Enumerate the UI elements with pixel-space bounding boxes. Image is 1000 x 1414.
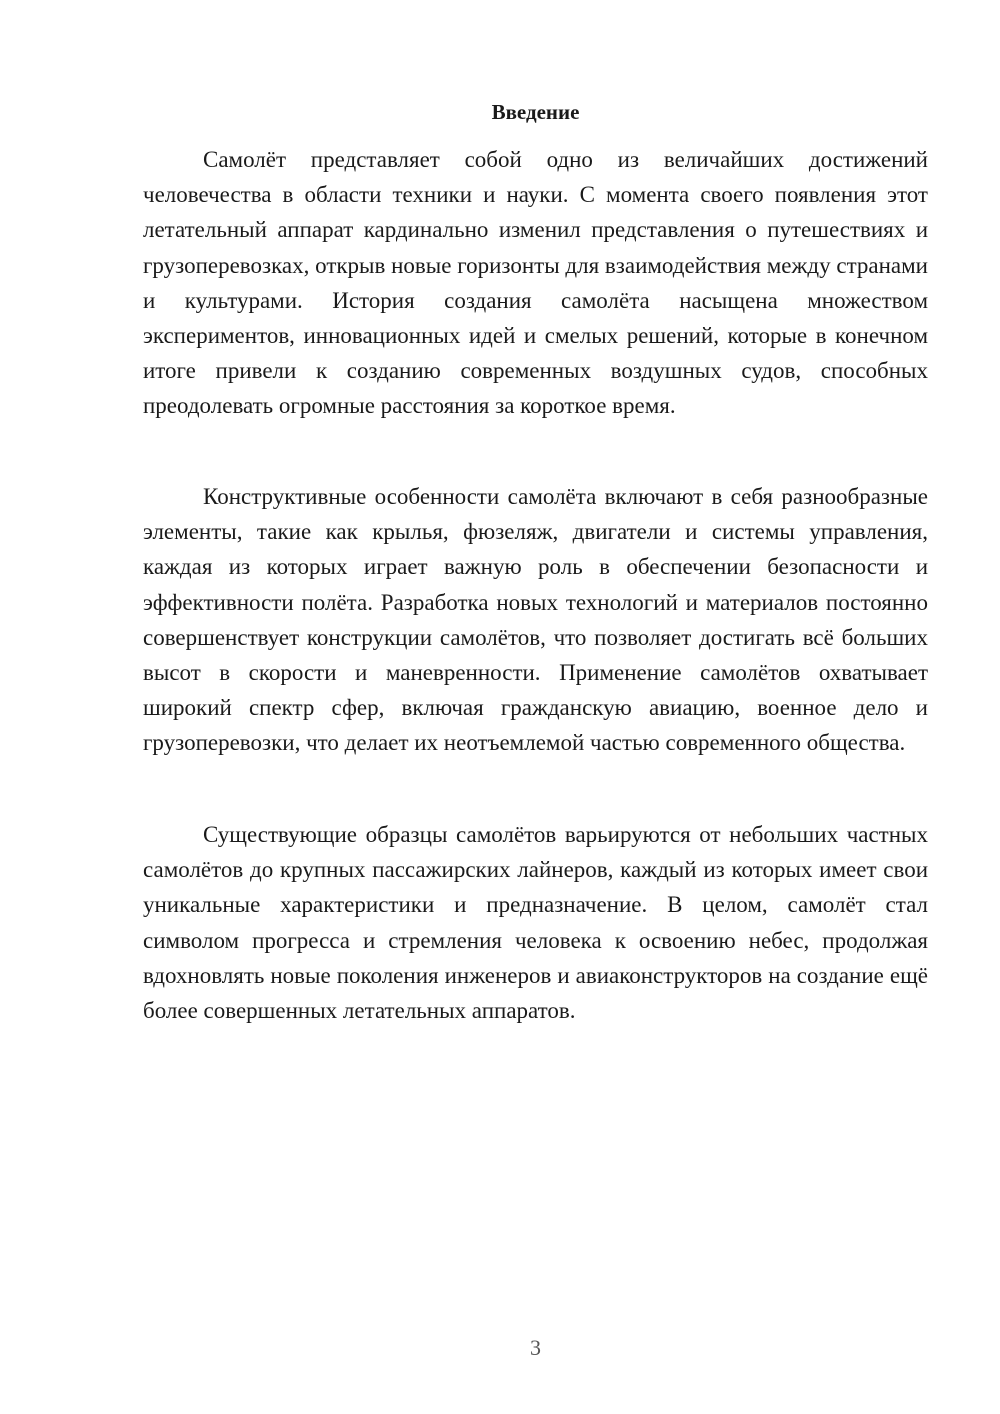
- paragraph-1: Самолёт представляет собой одно из величайших достижений человечества в области техники и науки. С момента своего появления этот летательный аппарат кардинально изменил представления о путешествиях и грузоперевозках, открыв новые горизонты для взаимодействия между странами и культурами. История создания самолёта насыщена множеством экспериментов, инновационных идей и смелых решений, которые в конечном итоге привели к созданию современных воздушных судов, способных преодолевать огромные расстояния за короткое время.: [143, 147, 928, 419]
- section-title: Введение: [491, 100, 580, 124]
- page-number: 3: [530, 1335, 541, 1360]
- paragraph-3: Существующие образцы самолётов варьируются от небольших частных самолётов до крупных пассажирских лайнеров, каждый из которых имеет свои уникальные характеристики и предназначение. В целом, самолёт стал символом прогресса и стремления человека к освоению небес, продолжая вдохновлять новые поколения инженеров и авиаконструкторов на создание ещё более совершенных летательных аппаратов.: [143, 822, 928, 1024]
- document-page: [143, 0, 928, 1414]
- paragraph-2: Конструктивные особенности самолёта включают в себя разнообразные элементы, такие как крылья, фюзеляж, двигатели и системы управления, каждая из которых играет важную роль в обеспечении безопасности и эффективности полёта. Разработка новых технологий и материалов постоянно совершенствует конструкции самолётов, что позволяет достигать всё больших высот в скорости и маневренности. Применение самолётов охватывает широкий спектр сфер, включая гражданскую авиацию, военное дело и грузоперевозки, что делает их неотъемлемой частью современного общества.: [143, 484, 928, 756]
